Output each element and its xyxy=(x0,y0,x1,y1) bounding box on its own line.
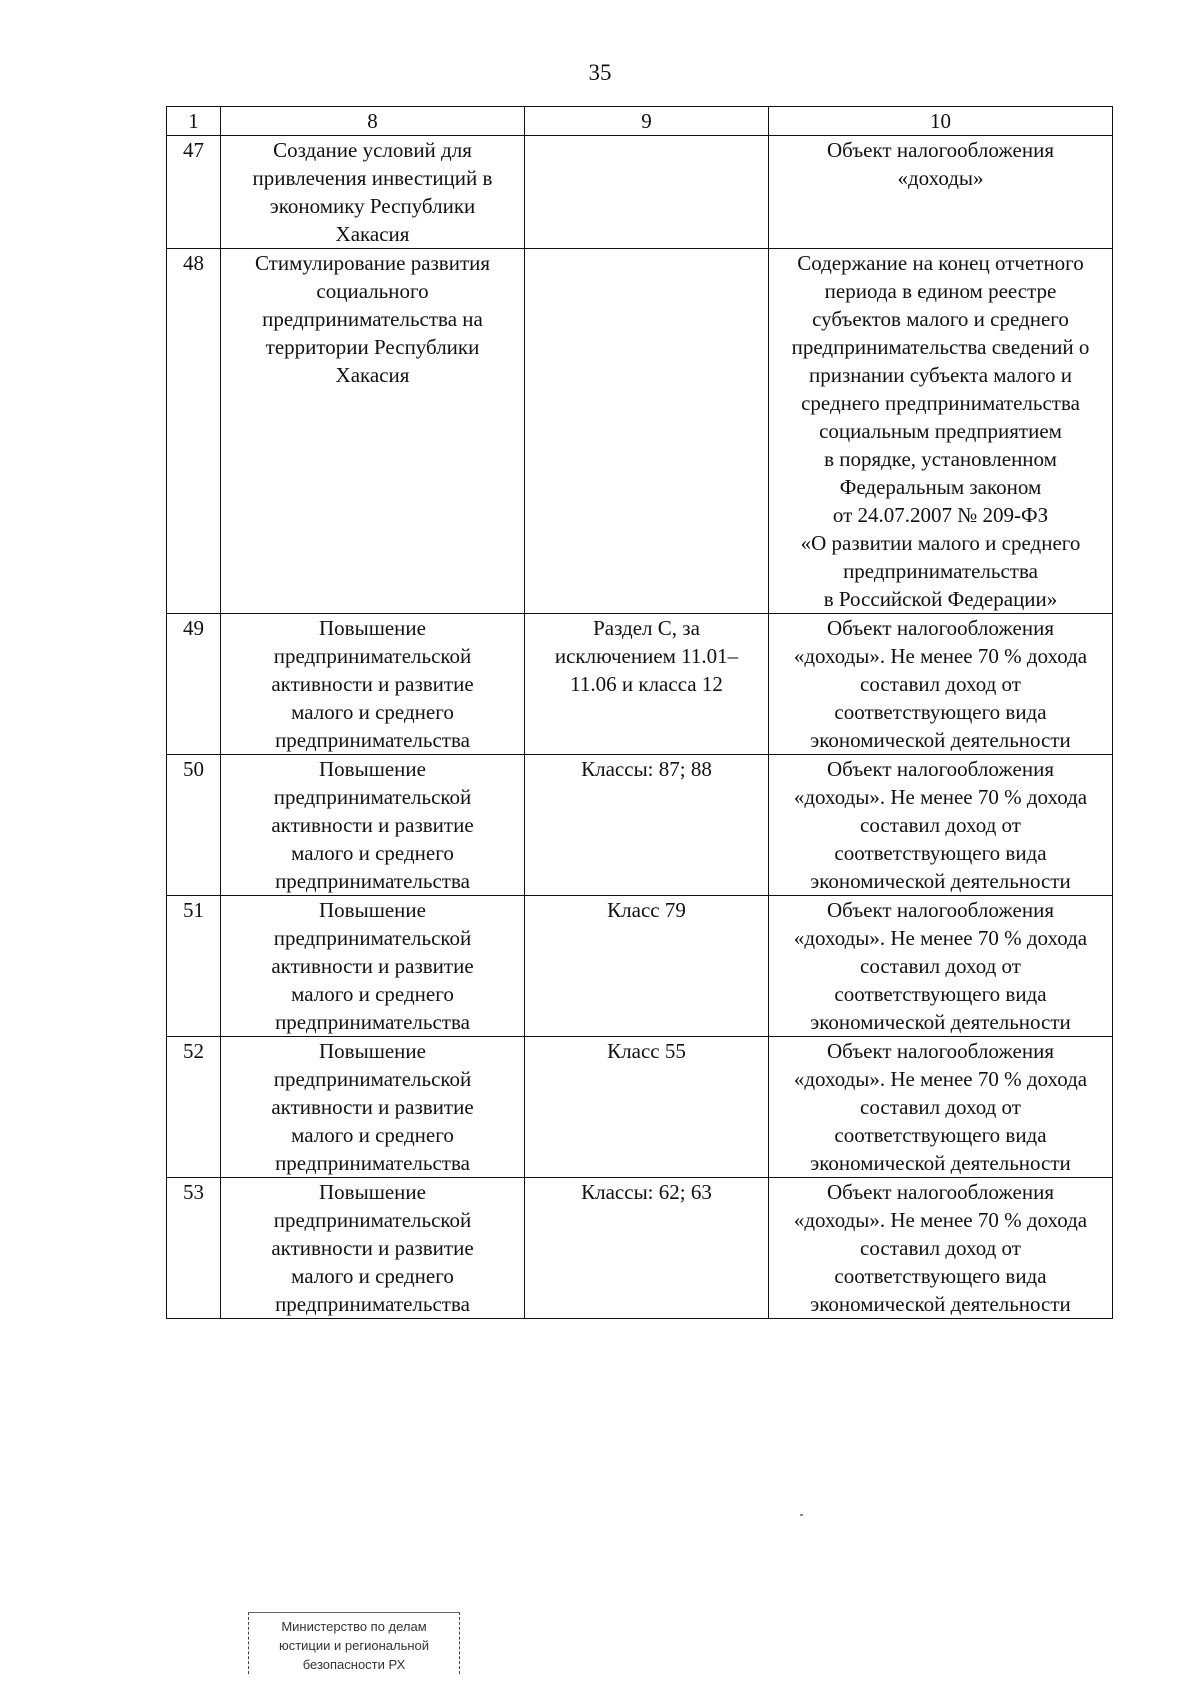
stamp-line-2: юстиции и региональной xyxy=(278,1638,430,1653)
row-number: 47 xyxy=(167,136,221,249)
page-number: 35 xyxy=(588,60,612,85)
condition-cell: Объект налогообложения «доходы». Не менее 70 % дохода составил доход от соответствующего вида экономической деятельности xyxy=(769,1037,1113,1178)
row-number: 53 xyxy=(167,1178,221,1319)
table-row xyxy=(167,1037,1113,1178)
table-row xyxy=(167,614,1113,755)
stamp-line-1: Министерство по делам xyxy=(281,1619,427,1634)
condition-cell: Объект налогообложения «доходы». Не менее 70 % дохода составил доход от соответствующего вида экономической деятельности xyxy=(769,755,1113,896)
condition-cell: Объект налогообложения «доходы» xyxy=(769,136,1113,249)
column-header-10: 10 xyxy=(769,107,1113,136)
condition-cell: Объект налогообложения «доходы». Не менее 70 % дохода составил доход от соответствующего вида экономической деятельности xyxy=(769,1178,1113,1319)
activity-code-cell: Раздел С, за исключением 11.01– 11.06 и класса 12 xyxy=(525,614,769,755)
ministry-stamp xyxy=(248,1612,460,1674)
column-header-1: 1 xyxy=(167,107,221,136)
stamp-line-3: безопасности РХ xyxy=(302,1657,406,1672)
purpose-cell: Повышение предпринимательской активности и развитие малого и среднего предпринимательства xyxy=(221,1178,525,1319)
condition-cell: Объект налогообложения «доходы». Не менее 70 % дохода составил доход от соответствующего вида экономической деятельности xyxy=(769,896,1113,1037)
column-header-9: 9 xyxy=(525,107,769,136)
scan-speck xyxy=(800,1514,803,1516)
purpose-cell: Повышение предпринимательской активности и развитие малого и среднего предпринимательства xyxy=(221,614,525,755)
purpose-cell: Стимулирование развития социального предпринимательства на территории Республики Хакасия xyxy=(221,249,525,614)
row-number: 50 xyxy=(167,755,221,896)
activity-code-cell: Класс 79 xyxy=(525,896,769,1037)
activity-code-cell xyxy=(525,136,769,249)
document-table xyxy=(166,106,1113,1319)
condition-cell: Объект налогообложения «доходы». Не менее 70 % дохода составил доход от соответствующего вида экономической деятельности xyxy=(769,614,1113,755)
purpose-cell: Повышение предпринимательской активности и развитие малого и среднего предпринимательства xyxy=(221,755,525,896)
table-row xyxy=(167,896,1113,1037)
activity-code-cell: Класс 55 xyxy=(525,1037,769,1178)
row-number: 52 xyxy=(167,1037,221,1178)
table-header-row xyxy=(167,107,1113,136)
row-number: 48 xyxy=(167,249,221,614)
condition-cell: Содержание на конец отчетного периода в едином реестре субъектов малого и среднего предпринимательства сведений о признании субъекта малого и среднего предпринимательства социальным предприятием в порядке, установленном Федеральным законом от 24.07.2007 № 209-ФЗ «О развитии малого и среднего предпринимательства в Российской Федерации» xyxy=(769,249,1113,614)
activity-code-cell xyxy=(525,249,769,614)
table-row xyxy=(167,1178,1113,1319)
row-number: 51 xyxy=(167,896,221,1037)
activity-code-cell: Классы: 87; 88 xyxy=(525,755,769,896)
table-row xyxy=(167,136,1113,249)
column-header-8: 8 xyxy=(221,107,525,136)
activity-code-cell: Классы: 62; 63 xyxy=(525,1178,769,1319)
purpose-cell: Повышение предпринимательской активности и развитие малого и среднего предпринимательства xyxy=(221,1037,525,1178)
row-number: 49 xyxy=(167,614,221,755)
purpose-cell: Повышение предпринимательской активности и развитие малого и среднего предпринимательства xyxy=(221,896,525,1037)
table-row xyxy=(167,755,1113,896)
purpose-cell: Создание условий для привлечения инвестиций в экономику Республики Хакасия xyxy=(221,136,525,249)
table-row xyxy=(167,249,1113,614)
